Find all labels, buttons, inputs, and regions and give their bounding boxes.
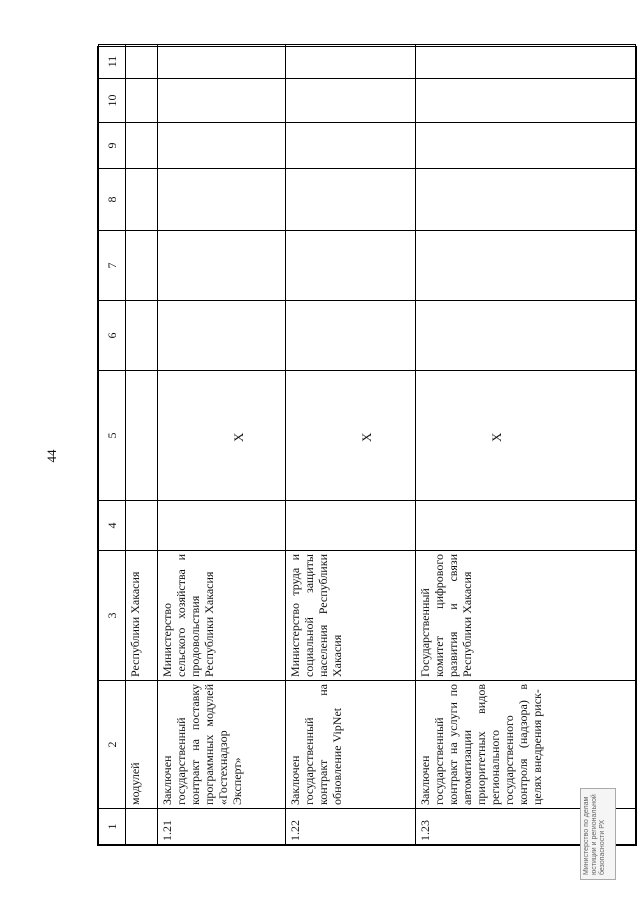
- cell-col-7: [416, 231, 636, 301]
- cell-col-8: [126, 169, 158, 231]
- cell-col-9: [126, 123, 158, 169]
- table-frame: [97, 46, 637, 846]
- cell-col-6: [286, 301, 416, 371]
- cell-col-10: [416, 79, 636, 123]
- page-number: 44: [44, 449, 59, 463]
- row-number: 1.22: [286, 809, 416, 845]
- header-col-9: 9: [99, 123, 126, 169]
- cell-col-10: [286, 79, 416, 123]
- cell-col-11: [286, 45, 416, 79]
- table-row: [158, 45, 286, 845]
- table-row: [416, 45, 636, 845]
- cell-col-11: [126, 45, 158, 79]
- x-mark: X: [359, 432, 374, 442]
- cell-col-4: [286, 501, 416, 551]
- header-col-1: 1: [99, 809, 126, 845]
- cell-col-8: [286, 169, 416, 231]
- x-mark: X: [231, 432, 246, 442]
- cell-col-11: [416, 45, 636, 79]
- table-row: [126, 45, 158, 845]
- cell-col-5: [286, 371, 416, 501]
- cell-col-5: [158, 371, 286, 501]
- row-number: 1.23: [416, 809, 636, 845]
- cell-col-6: [416, 301, 636, 371]
- cell-col-5: [416, 371, 636, 501]
- header-col-7: 7: [99, 231, 126, 301]
- cell-col-5: [126, 371, 158, 501]
- header-col-4: 4: [99, 501, 126, 551]
- header-row: [99, 45, 126, 845]
- executor-cell: Республики Хакасия: [126, 551, 158, 681]
- executor-cell: Министерство сельского хозяйства и продовольствия Республики Хакасия: [158, 551, 286, 681]
- header-col-6: 6: [99, 301, 126, 371]
- registration-stamp: [580, 788, 616, 880]
- header-col-11: 11: [99, 45, 126, 79]
- plan-table: [98, 44, 636, 845]
- cell-col-9: [416, 123, 636, 169]
- cell-col-8: [416, 169, 636, 231]
- event-cell: модулей: [126, 681, 158, 809]
- cell-col-7: [158, 231, 286, 301]
- cell-col-9: [286, 123, 416, 169]
- header-col-5: 5: [99, 371, 126, 501]
- event-cell: Заключен государственный контракт на обновление VipNet: [286, 681, 416, 809]
- header-col-10: 10: [99, 79, 126, 123]
- event-cell: Заключен государственный контракт на поставку программных модулей «Гостехнадзор Эксперт»: [158, 681, 286, 809]
- cell-col-4: [126, 501, 158, 551]
- cell-col-9: [158, 123, 286, 169]
- header-col-2: 2: [99, 681, 126, 809]
- cell-col-6: [126, 301, 158, 371]
- event-cell: Заключен государственный контракт на услуги по автоматизации приоритетных видов регионального государственного контроля (надзора) в целях внедрения риск-: [416, 681, 636, 809]
- executor-cell: Государственный комитет цифрового развития и связи Республики Хакасия: [416, 551, 636, 681]
- rotated-table-sheet: [97, 52, 625, 846]
- cell-col-8: [158, 169, 286, 231]
- cell-col-10: [158, 79, 286, 123]
- cell-col-4: [416, 501, 636, 551]
- table-row: [286, 45, 416, 845]
- cell-col-7: [286, 231, 416, 301]
- cell-col-7: [126, 231, 158, 301]
- cell-col-6: [158, 301, 286, 371]
- header-col-8: 8: [99, 169, 126, 231]
- executor-cell: Министерство труда и социальной защиты населения Республики Хакасия: [286, 551, 416, 681]
- stamp-text: Министерство по делам юстиции и региональной безопасности РХ: [583, 794, 606, 875]
- x-mark: X: [489, 432, 504, 442]
- cell-col-4: [158, 501, 286, 551]
- cell-col-10: [126, 79, 158, 123]
- header-col-3: 3: [99, 551, 126, 681]
- row-number: [126, 809, 158, 845]
- row-number: 1.21: [158, 809, 286, 845]
- cell-col-11: [158, 45, 286, 79]
